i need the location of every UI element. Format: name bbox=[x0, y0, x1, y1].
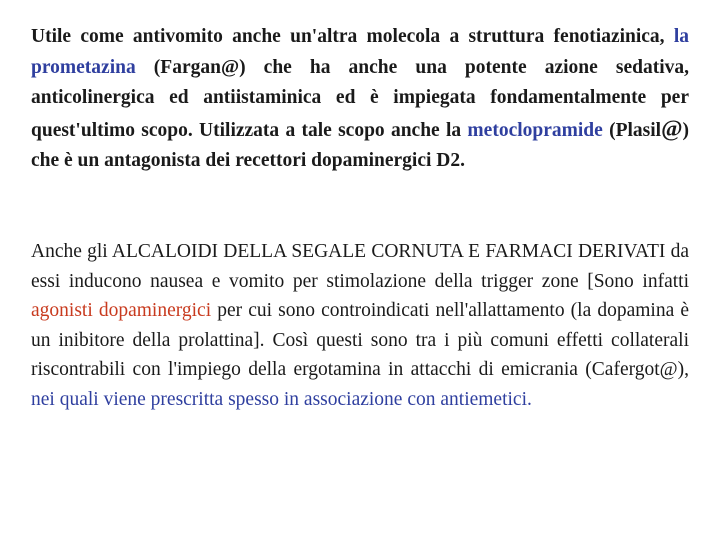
text-segment: da essi inducono nausea e vomito per stimolazione della trigger zone [Sono infatti bbox=[31, 241, 690, 292]
paragraph-prometazina bbox=[31, 22, 689, 177]
highlight-agonisti-dopaminergici: agonisti dopaminergici bbox=[31, 300, 212, 321]
text-segment: per cui sono controindicati nell'allattamento (la dopamina è un inibitore della prolattina]. Così questi sono tra i più comuni effetti collaterali riscontrabili con l'impiego della ergotamina in attacchi di emicrania (Cafergot@), bbox=[31, 300, 689, 380]
paragraph-alcaloidi bbox=[31, 237, 689, 414]
text-segment: (Plasil bbox=[602, 119, 662, 141]
text-segment: ) che è un antagonista dei recettori dopaminergici D2. bbox=[31, 119, 689, 171]
text-segment: Anche gli bbox=[31, 241, 112, 262]
highlight-antiemetici: nei quali viene prescritta spesso in associazione con antiemetici. bbox=[31, 388, 532, 410]
highlight-metoclopramide: metoclopramide bbox=[467, 119, 603, 141]
highlight-alcaloidi: ALCALOIDI DELLA SEGALE CORNUTA E FARMACI DERIVATI bbox=[111, 241, 666, 262]
highlight-prometazina: la prometazina bbox=[31, 26, 689, 78]
text-segment: @ bbox=[661, 115, 683, 141]
text-segment: (Fargan@) che ha anche una potente azione sedativa, anticolinergica ed antiistaminica ed è impiegata fondamentalmente per quest'ultimo scopo. Utilizzata a tale scopo anche la bbox=[31, 56, 689, 141]
text-segment: Utile come antivomito anche un'altra molecola a struttura fenotiazinica, bbox=[31, 26, 674, 47]
